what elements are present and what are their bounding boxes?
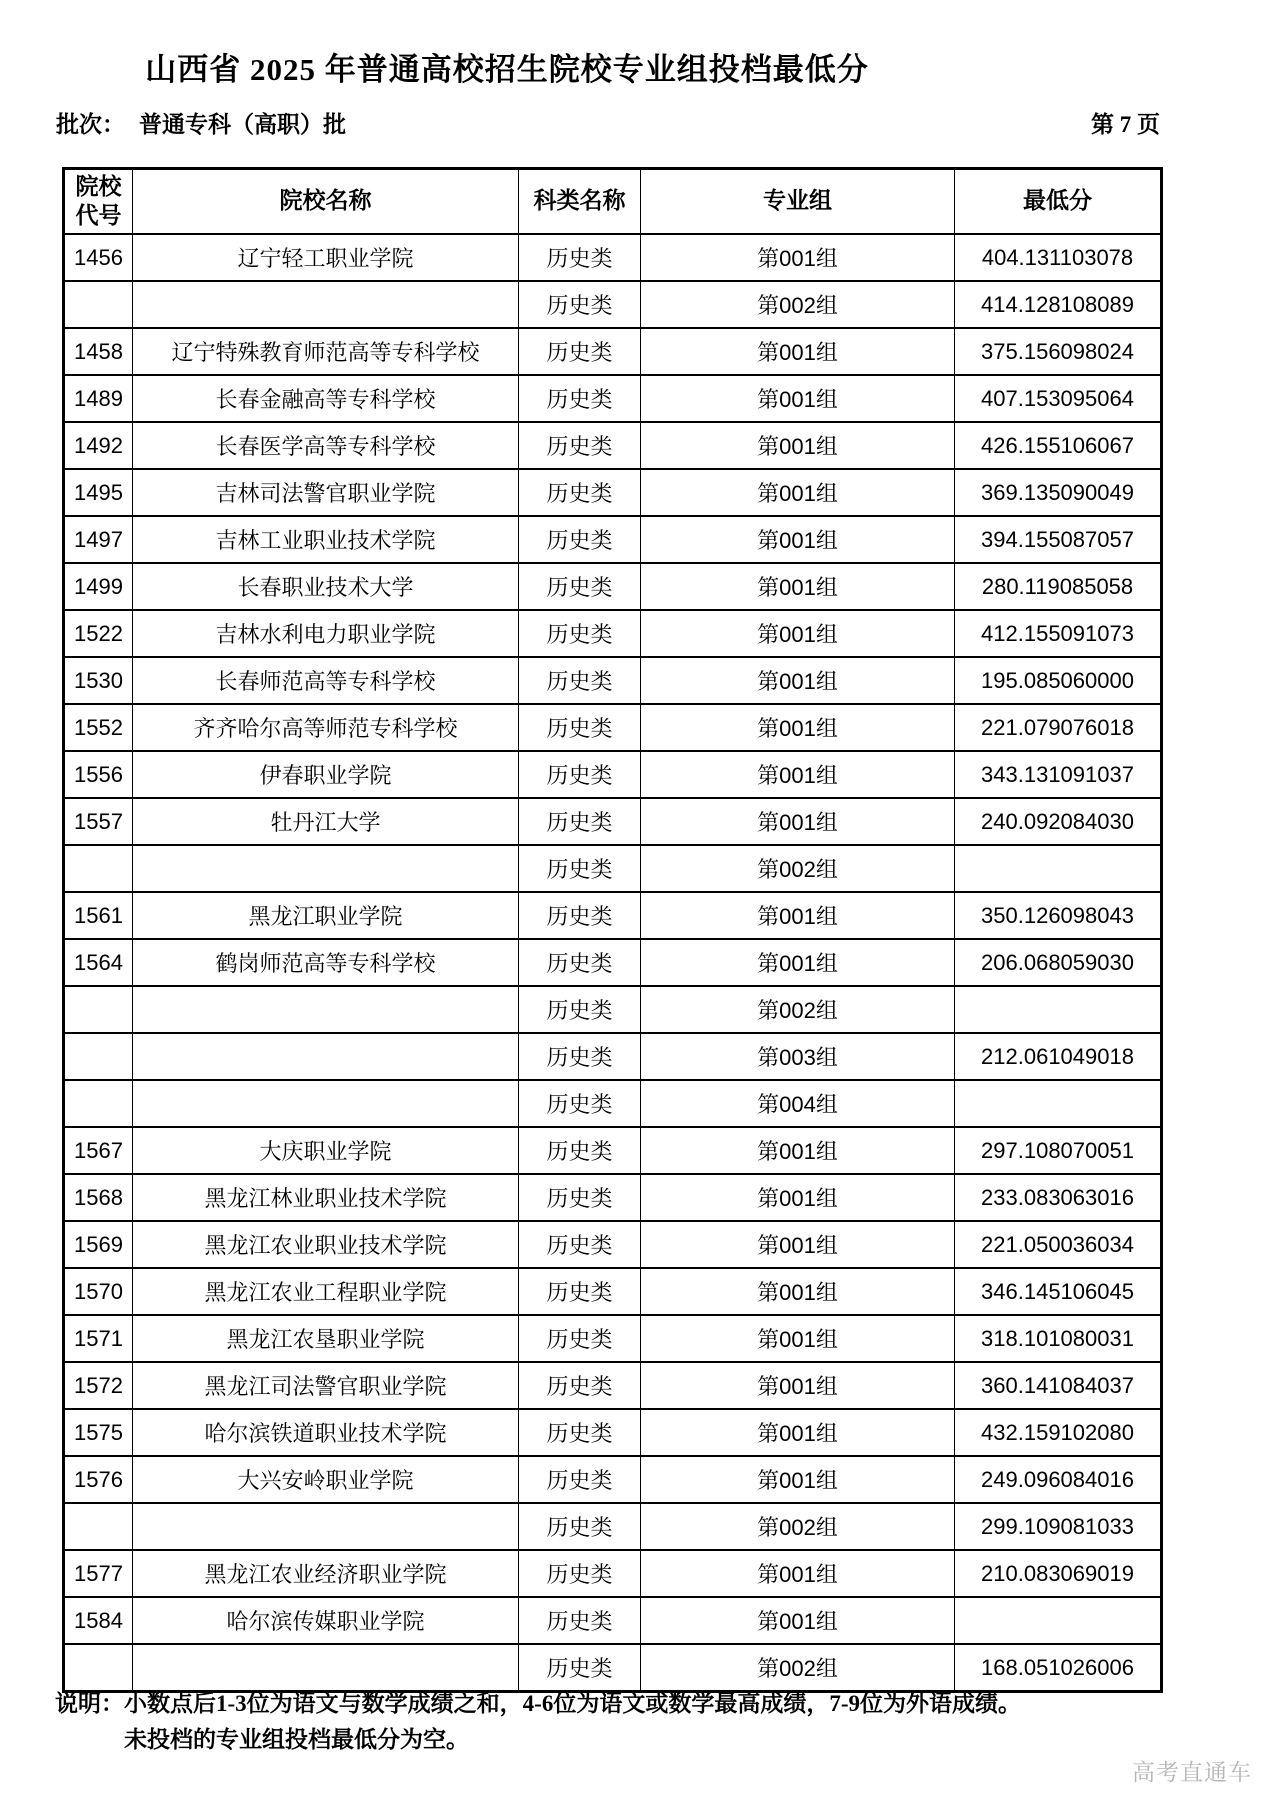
- cell-score: 369.135090049: [955, 469, 1162, 516]
- cell-score: 280.119085058: [955, 563, 1162, 610]
- cell-name: [133, 1033, 519, 1080]
- table-row: [64, 375, 1162, 422]
- cell-code: 1577: [64, 1550, 133, 1597]
- table-row: [64, 1127, 1162, 1174]
- cell-group: 第001组: [641, 798, 955, 845]
- cell-score: 343.131091037: [955, 751, 1162, 798]
- cell-score: 414.128108089: [955, 281, 1162, 328]
- cell-group: 第001组: [641, 1362, 955, 1409]
- cell-code: [64, 845, 133, 892]
- cell-group: 第001组: [641, 892, 955, 939]
- cell-name: [133, 845, 519, 892]
- table-row: [64, 1503, 1162, 1550]
- cell-group: 第001组: [641, 1221, 955, 1268]
- cell-score: 221.050036034: [955, 1221, 1162, 1268]
- meta-row: [56, 106, 1160, 139]
- cell-group: 第001组: [641, 1174, 955, 1221]
- cell-group: 第002组: [641, 281, 955, 328]
- table-row: [64, 798, 1162, 845]
- cell-name: 哈尔滨铁道职业技术学院: [133, 1409, 519, 1456]
- cell-score: 297.108070051: [955, 1127, 1162, 1174]
- cell-group: 第001组: [641, 375, 955, 422]
- cell-code: [64, 986, 133, 1033]
- cell-category: 历史类: [519, 798, 641, 845]
- cell-group: 第001组: [641, 469, 955, 516]
- scores-table: [62, 167, 1163, 1693]
- cell-code: [64, 1033, 133, 1080]
- cell-score: 249.096084016: [955, 1456, 1162, 1503]
- cell-code: 1499: [64, 563, 133, 610]
- table-row: [64, 1080, 1162, 1127]
- cell-category: 历史类: [519, 845, 641, 892]
- cell-category: 历史类: [519, 657, 641, 704]
- cell-category: 历史类: [519, 704, 641, 751]
- cell-group: 第002组: [641, 1503, 955, 1550]
- cell-category: 历史类: [519, 1268, 641, 1315]
- cell-code: [64, 281, 133, 328]
- table-row: [64, 986, 1162, 1033]
- cell-category: 历史类: [519, 1644, 641, 1692]
- table-row: [64, 657, 1162, 704]
- cell-score: 299.109081033: [955, 1503, 1162, 1550]
- cell-group: 第002组: [641, 845, 955, 892]
- cell-score: [955, 1597, 1162, 1644]
- cell-group: 第001组: [641, 422, 955, 469]
- cell-category: 历史类: [519, 1127, 641, 1174]
- table-row: [64, 1362, 1162, 1409]
- cell-group: 第001组: [641, 751, 955, 798]
- cell-score: 240.092084030: [955, 798, 1162, 845]
- cell-name: [133, 1644, 519, 1692]
- cell-score: 346.145106045: [955, 1268, 1162, 1315]
- cell-name: 黑龙江林业职业技术学院: [133, 1174, 519, 1221]
- cell-code: 1570: [64, 1268, 133, 1315]
- cell-category: 历史类: [519, 1362, 641, 1409]
- cell-category: 历史类: [519, 1221, 641, 1268]
- cell-category: 历史类: [519, 1597, 641, 1644]
- table-row: [64, 281, 1162, 328]
- cell-code: 1489: [64, 375, 133, 422]
- cell-category: 历史类: [519, 892, 641, 939]
- cell-group: 第001组: [641, 516, 955, 563]
- cell-name: 黑龙江司法警官职业学院: [133, 1362, 519, 1409]
- cell-name: 大兴安岭职业学院: [133, 1456, 519, 1503]
- cell-name: 鹤岗师范高等专科学校: [133, 939, 519, 986]
- cell-name: 哈尔滨传媒职业学院: [133, 1597, 519, 1644]
- batch-line: [56, 106, 346, 139]
- column-header-name: 院校名称: [133, 169, 519, 235]
- cell-category: 历史类: [519, 1456, 641, 1503]
- cell-name: 伊春职业学院: [133, 751, 519, 798]
- cell-name: 黑龙江农业工程职业学院: [133, 1268, 519, 1315]
- cell-group: 第001组: [641, 610, 955, 657]
- cell-category: 历史类: [519, 1033, 641, 1080]
- cell-name: 大庆职业学院: [133, 1127, 519, 1174]
- table-row: [64, 422, 1162, 469]
- cell-category: 历史类: [519, 422, 641, 469]
- cell-category: 历史类: [519, 1503, 641, 1550]
- table-row: [64, 1221, 1162, 1268]
- table-row: [64, 516, 1162, 563]
- cell-name: [133, 1080, 519, 1127]
- cell-name: 长春师范高等专科学校: [133, 657, 519, 704]
- cell-category: 历史类: [519, 751, 641, 798]
- cell-score: [955, 1080, 1162, 1127]
- cell-category: 历史类: [519, 1080, 641, 1127]
- cell-category: 历史类: [519, 375, 641, 422]
- table-row: [64, 1409, 1162, 1456]
- table-row: [64, 610, 1162, 657]
- cell-code: 1584: [64, 1597, 133, 1644]
- cell-score: 210.083069019: [955, 1550, 1162, 1597]
- cell-group: 第001组: [641, 939, 955, 986]
- cell-score: [955, 845, 1162, 892]
- cell-code: 1552: [64, 704, 133, 751]
- cell-group: 第001组: [641, 563, 955, 610]
- cell-code: 1458: [64, 328, 133, 375]
- cell-score: 212.061049018: [955, 1033, 1162, 1080]
- cell-name: 黑龙江农业经济职业学院: [133, 1550, 519, 1597]
- cell-code: 1497: [64, 516, 133, 563]
- table-row: [64, 328, 1162, 375]
- cell-name: 辽宁轻工职业学院: [133, 234, 519, 281]
- cell-group: 第001组: [641, 1315, 955, 1362]
- cell-code: 1572: [64, 1362, 133, 1409]
- cell-group: 第001组: [641, 704, 955, 751]
- cell-code: 1569: [64, 1221, 133, 1268]
- note-line-2: 未投档的专业组投档最低分为空。: [124, 1727, 469, 1752]
- cell-name: 牡丹江大学: [133, 798, 519, 845]
- table-row: [64, 1550, 1162, 1597]
- table-row: [64, 1033, 1162, 1080]
- cell-score: 404.131103078: [955, 234, 1162, 281]
- cell-score: 412.155091073: [955, 610, 1162, 657]
- cell-category: 历史类: [519, 1550, 641, 1597]
- table-row: [64, 563, 1162, 610]
- cell-code: 1561: [64, 892, 133, 939]
- cell-name: [133, 986, 519, 1033]
- cell-category: 历史类: [519, 1315, 641, 1362]
- cell-group: 第001组: [641, 1409, 955, 1456]
- table-row: [64, 751, 1162, 798]
- cell-code: [64, 1080, 133, 1127]
- cell-category: 历史类: [519, 234, 641, 281]
- cell-group: 第001组: [641, 1456, 955, 1503]
- table-row: [64, 1174, 1162, 1221]
- cell-group: 第001组: [641, 657, 955, 704]
- column-header-score: 最低分: [955, 169, 1162, 235]
- table-row: [64, 234, 1162, 281]
- cell-score: 426.155106067: [955, 422, 1162, 469]
- cell-category: 历史类: [519, 281, 641, 328]
- cell-name: 吉林工业职业技术学院: [133, 516, 519, 563]
- table-header: [64, 169, 1162, 235]
- batch-label: 批次：: [56, 112, 125, 137]
- cell-name: 长春医学高等专科学校: [133, 422, 519, 469]
- cell-score: 407.153095064: [955, 375, 1162, 422]
- cell-group: 第001组: [641, 1127, 955, 1174]
- cell-score: 350.126098043: [955, 892, 1162, 939]
- cell-category: 历史类: [519, 469, 641, 516]
- table-row: [64, 1597, 1162, 1644]
- cell-category: 历史类: [519, 328, 641, 375]
- note: [55, 1686, 1065, 1758]
- cell-group: 第001组: [641, 1550, 955, 1597]
- cell-code: 1564: [64, 939, 133, 986]
- cell-name: [133, 1503, 519, 1550]
- cell-score: 195.085060000: [955, 657, 1162, 704]
- table-row: [64, 469, 1162, 516]
- cell-score: [955, 986, 1162, 1033]
- cell-code: 1576: [64, 1456, 133, 1503]
- cell-code: 1571: [64, 1315, 133, 1362]
- cell-code: 1568: [64, 1174, 133, 1221]
- cell-category: 历史类: [519, 563, 641, 610]
- table-row: [64, 1268, 1162, 1315]
- cell-group: 第002组: [641, 1644, 955, 1692]
- cell-code: 1556: [64, 751, 133, 798]
- cell-category: 历史类: [519, 1174, 641, 1221]
- cell-name: 黑龙江农业职业技术学院: [133, 1221, 519, 1268]
- table-row: [64, 939, 1162, 986]
- cell-score: 168.051026006: [955, 1644, 1162, 1692]
- cell-name: 吉林司法警官职业学院: [133, 469, 519, 516]
- cell-score: 375.156098024: [955, 328, 1162, 375]
- page-title: 山西省 2025 年普通高校招生院校专业组投档最低分: [145, 52, 869, 87]
- watermark: 高考直通车: [1132, 1759, 1252, 1785]
- note-line-1: 小数点后1-3位为语文与数学成绩之和，4-6位为语文或数学最高成绩，7-9位为外语成绩。: [124, 1691, 1021, 1716]
- cell-category: 历史类: [519, 1409, 641, 1456]
- cell-code: 1575: [64, 1409, 133, 1456]
- cell-category: 历史类: [519, 986, 641, 1033]
- cell-name: 黑龙江农垦职业学院: [133, 1315, 519, 1362]
- page-number: 第 7 页: [1091, 112, 1160, 137]
- cell-code: 1492: [64, 422, 133, 469]
- table-row: [64, 1315, 1162, 1362]
- note-body: [124, 1686, 1065, 1758]
- table-row: [64, 1644, 1162, 1692]
- cell-code: 1456: [64, 234, 133, 281]
- column-header-code: 院校代号: [64, 169, 133, 235]
- cell-code: 1567: [64, 1127, 133, 1174]
- table-row: [64, 892, 1162, 939]
- cell-category: 历史类: [519, 516, 641, 563]
- cell-code: [64, 1644, 133, 1692]
- cell-score: 318.101080031: [955, 1315, 1162, 1362]
- cell-code: [64, 1503, 133, 1550]
- column-header-group: 专业组: [641, 169, 955, 235]
- cell-category: 历史类: [519, 610, 641, 657]
- cell-name: 辽宁特殊教育师范高等专科学校: [133, 328, 519, 375]
- cell-group: 第002组: [641, 986, 955, 1033]
- table-row: [64, 704, 1162, 751]
- cell-name: 齐齐哈尔高等师范专科学校: [133, 704, 519, 751]
- cell-group: 第001组: [641, 1268, 955, 1315]
- cell-code: 1557: [64, 798, 133, 845]
- cell-name: 吉林水利电力职业学院: [133, 610, 519, 657]
- column-header-category: 科类名称: [519, 169, 641, 235]
- cell-score: 233.083063016: [955, 1174, 1162, 1221]
- cell-score: 221.079076018: [955, 704, 1162, 751]
- cell-name: [133, 281, 519, 328]
- note-label: 说明：: [55, 1691, 124, 1716]
- cell-category: 历史类: [519, 939, 641, 986]
- cell-name: 长春金融高等专科学校: [133, 375, 519, 422]
- cell-group: 第003组: [641, 1033, 955, 1080]
- cell-group: 第004组: [641, 1080, 955, 1127]
- batch-value: 普通专科（高职）批: [139, 112, 346, 137]
- cell-name: 黑龙江职业学院: [133, 892, 519, 939]
- cell-score: 206.068059030: [955, 939, 1162, 986]
- cell-code: 1522: [64, 610, 133, 657]
- cell-group: 第001组: [641, 1597, 955, 1644]
- cell-score: 394.155087057: [955, 516, 1162, 563]
- cell-score: 360.141084037: [955, 1362, 1162, 1409]
- cell-group: 第001组: [641, 328, 955, 375]
- cell-code: 1530: [64, 657, 133, 704]
- cell-score: 432.159102080: [955, 1409, 1162, 1456]
- cell-code: 1495: [64, 469, 133, 516]
- table-body: [64, 234, 1162, 1692]
- header-row: [64, 169, 1162, 235]
- table-row: [64, 845, 1162, 892]
- cell-group: 第001组: [641, 234, 955, 281]
- table-row: [64, 1456, 1162, 1503]
- cell-name: 长春职业技术大学: [133, 563, 519, 610]
